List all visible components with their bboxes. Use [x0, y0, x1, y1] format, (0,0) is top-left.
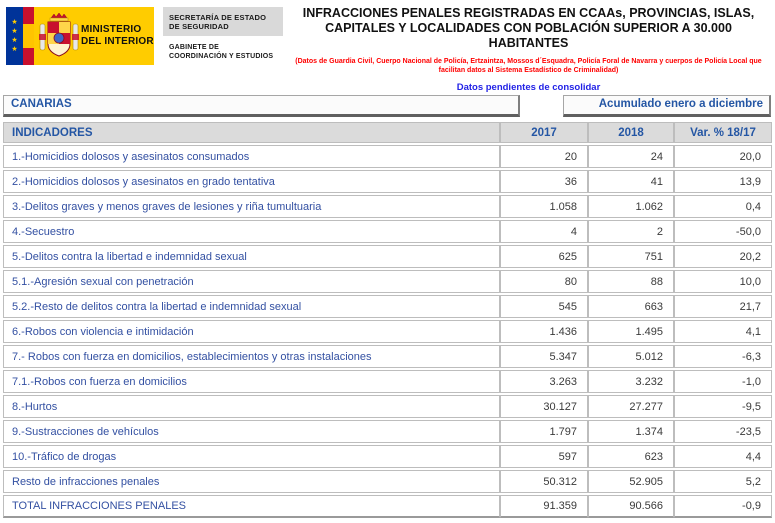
table-row	[3, 345, 772, 368]
value-2017: 91.359	[500, 495, 588, 518]
star-icon: ★	[11, 19, 18, 26]
value-2017: 50.312	[500, 470, 588, 493]
value-2018: 663	[588, 295, 674, 318]
variation-value: -0,9	[674, 495, 772, 518]
flag-red-band	[23, 7, 34, 24]
variation-value: 21,7	[674, 295, 772, 318]
region-selector[interactable]: CANARIAS	[3, 95, 520, 117]
value-2017: 597	[500, 445, 588, 468]
value-2018: 2	[588, 220, 674, 243]
coat-of-arms-icon	[37, 10, 81, 62]
indicator-label: 1.-Homicidios dolosos y asesinatos consumados	[3, 145, 500, 168]
value-2017: 3.263	[500, 370, 588, 393]
table-row	[3, 145, 772, 168]
indicator-label: 5.-Delitos contra la libertad e indemnidad sexual	[3, 245, 500, 268]
column-header-2017: 2017	[500, 122, 588, 143]
indicator-label: 4.-Secuestro	[3, 220, 500, 243]
variation-value: 4,1	[674, 320, 772, 343]
eu-stars-strip	[6, 7, 23, 65]
star-icon: ★	[11, 46, 18, 53]
value-2017: 5.347	[500, 345, 588, 368]
value-2017: 1.797	[500, 420, 588, 443]
variation-value: 4,4	[674, 445, 772, 468]
spain-flag-strip	[23, 7, 34, 65]
flag-yellow-band	[23, 24, 34, 47]
secretaria-label: SECRETARÍA DE ESTADO DE SEGURIDAD	[163, 7, 283, 36]
pending-consolidation-note: Datos pendientes de consolidar	[456, 82, 601, 93]
variation-value: 5,2	[674, 470, 772, 493]
value-2018: 3.232	[588, 370, 674, 393]
variation-value: -50,0	[674, 220, 772, 243]
indicator-label: TOTAL INFRACCIONES PENALES	[3, 495, 500, 518]
variation-value: 10,0	[674, 270, 772, 293]
table-row	[3, 420, 772, 443]
logo-yellow-field	[34, 7, 154, 65]
page-title: INFRACCIONES PENALES REGISTRADAS EN CCAAs, PROVINCIAS, ISLAS, CAPITALES Y LOCALIDADES CON POBLACIÓN SUPERIOR A 30.000 HABITANTES	[302, 6, 755, 50]
table-row	[3, 470, 772, 493]
indicators-table	[3, 120, 772, 520]
table-row	[3, 320, 772, 343]
value-2018: 5.012	[588, 345, 674, 368]
table-body	[3, 145, 772, 518]
indicator-label: 9.-Sustracciones de vehículos	[3, 420, 500, 443]
value-2018: 41	[588, 170, 674, 193]
data-sources-note: (Datos de Guardia Civil, Cuerpo Nacional de Policía, Ertzaintza, Mossos d´Esquadra, Policía Foral de Navarra y cuerpos de Policía Local que facilitan datos al Sistema Estadístico de Criminalidad)	[295, 58, 762, 74]
table-row	[3, 495, 772, 518]
value-2017: 30.127	[500, 395, 588, 418]
variation-value: 0,4	[674, 195, 772, 218]
value-2018: 24	[588, 145, 674, 168]
table-row	[3, 170, 772, 193]
variation-value: -23,5	[674, 420, 772, 443]
gabinete-label: GABINETE DE COORDINACIÓN Y ESTUDIOS	[163, 41, 283, 61]
value-2018: 90.566	[588, 495, 674, 518]
variation-value: -6,3	[674, 345, 772, 368]
variation-value: 13,9	[674, 170, 772, 193]
variation-value: -1,0	[674, 370, 772, 393]
period-selector[interactable]: Acumulado enero a diciembre	[563, 95, 771, 117]
value-2017: 20	[500, 145, 588, 168]
table-row	[3, 195, 772, 218]
table-row	[3, 445, 772, 468]
star-icon: ★	[11, 37, 18, 44]
value-2017: 80	[500, 270, 588, 293]
value-2018: 27.277	[588, 395, 674, 418]
variation-value: -9,5	[674, 395, 772, 418]
indicator-label: 2.-Homicidios dolosos y asesinatos en grado tentativa	[3, 170, 500, 193]
ministry-name	[81, 24, 154, 48]
table-header-row	[3, 122, 772, 143]
ministry-name-line2: DEL INTERIOR	[81, 36, 154, 47]
value-2018: 751	[588, 245, 674, 268]
indicator-label: 7.- Robos con fuerza en domicilios, establecimientos y otras instalaciones	[3, 345, 500, 368]
value-2018: 1.495	[588, 320, 674, 343]
department-block	[163, 7, 283, 61]
table-row	[3, 220, 772, 243]
indicator-label: 6.-Robos con violencia e intimidación	[3, 320, 500, 343]
variation-value: 20,0	[674, 145, 772, 168]
value-2017: 545	[500, 295, 588, 318]
value-2018: 1.062	[588, 195, 674, 218]
indicator-label: 8.-Hurtos	[3, 395, 500, 418]
indicator-label: 3.-Delitos graves y menos graves de lesiones y riña tumultuaria	[3, 195, 500, 218]
column-header-2018: 2018	[588, 122, 674, 143]
value-2017: 1.436	[500, 320, 588, 343]
value-2017: 1.058	[500, 195, 588, 218]
indicator-label: 7.1.-Robos con fuerza en domicilios	[3, 370, 500, 393]
indicator-label: 5.2.-Resto de delitos contra la libertad e indemnidad sexual	[3, 295, 500, 318]
column-header-indicadores: INDICADORES	[3, 122, 500, 143]
ministry-name-line1: MINISTERIO	[81, 24, 142, 35]
value-2018: 1.374	[588, 420, 674, 443]
table-row	[3, 370, 772, 393]
indicator-label: Resto de infracciones penales	[3, 470, 500, 493]
value-2018: 623	[588, 445, 674, 468]
table-row	[3, 295, 772, 318]
table-row	[3, 245, 772, 268]
ministry-logo	[6, 7, 154, 65]
flag-red-band	[23, 48, 34, 65]
value-2017: 625	[500, 245, 588, 268]
value-2017: 4	[500, 220, 588, 243]
variation-value: 20,2	[674, 245, 772, 268]
table-row	[3, 395, 772, 418]
indicator-label: 10.-Tráfico de drogas	[3, 445, 500, 468]
star-icon: ★	[11, 28, 18, 35]
indicator-label: 5.1.-Agresión sexual con penetración	[3, 270, 500, 293]
value-2017: 36	[500, 170, 588, 193]
value-2018: 88	[588, 270, 674, 293]
table-row	[3, 270, 772, 293]
column-header-variation: Var. % 18/17	[674, 122, 772, 143]
value-2018: 52.905	[588, 470, 674, 493]
title-block	[285, 6, 772, 93]
